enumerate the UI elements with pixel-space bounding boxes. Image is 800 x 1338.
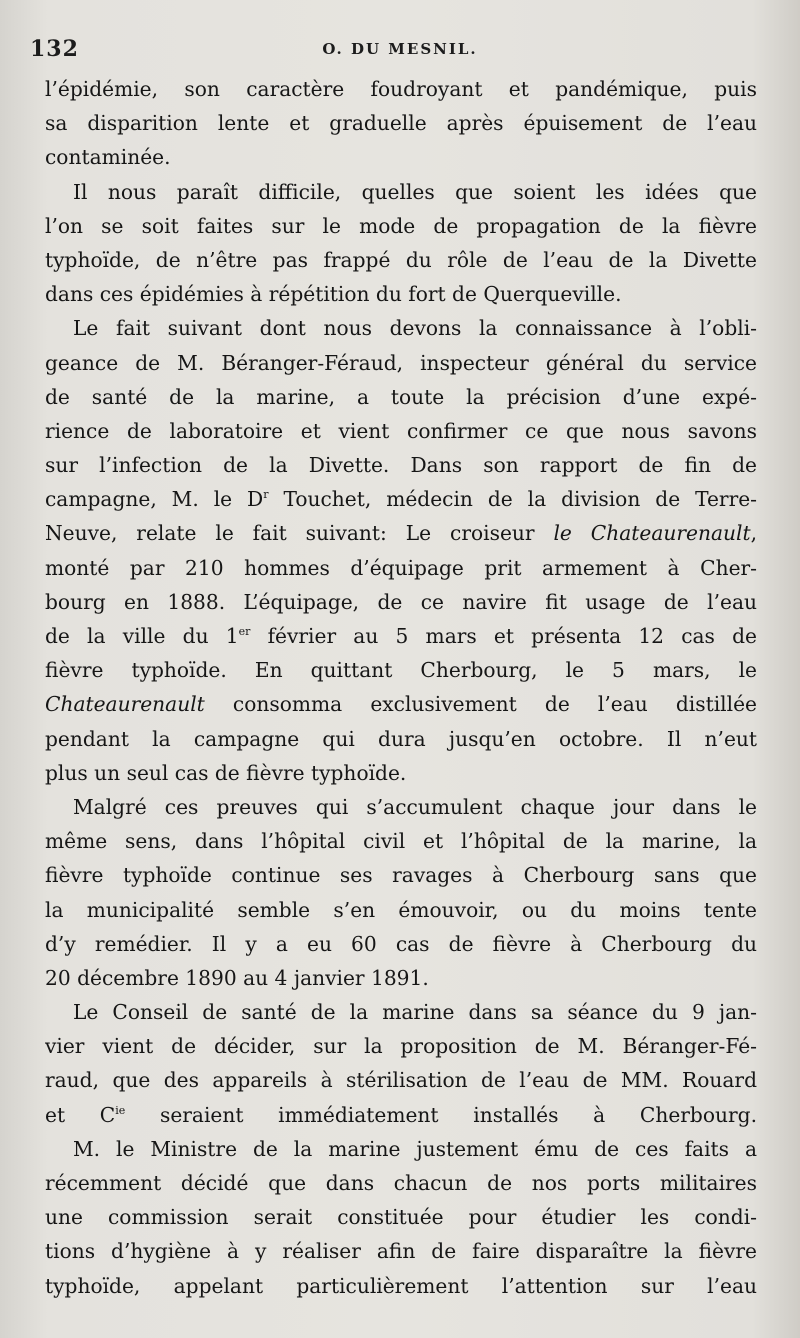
text-line: contaminée.	[45, 145, 171, 170]
superscript: r	[263, 488, 269, 502]
paragraph	[45, 790, 757, 995]
text-line: sa disparition lente et graduelle après épuisement de l’eau	[45, 111, 757, 136]
text-line: une commission serait constituée pour étudier les condi-	[45, 1205, 757, 1230]
text-line: tions d’hygiène à y réaliser afin de faire disparaître la fièvre	[45, 1239, 757, 1264]
text-fragment: de la ville du 1	[45, 624, 239, 648]
text-fragment: ,	[750, 521, 757, 546]
text-line: récemment décidé que dans chacun de nos ports militaires	[45, 1171, 757, 1195]
text-line: pendant la campagne qui dura jusqu’en octobre. Il n’eut	[45, 726, 757, 751]
running-head: O. DU MESNIL.	[322, 40, 478, 58]
text-fragment: Neuve, relate le fait suivant: Le croiseur	[45, 521, 554, 546]
page-header	[30, 36, 770, 66]
text-line: Malgré ces preuves qui s’accumulent chaque jour dans le	[73, 794, 757, 819]
text-fragment: Touchet, médecin de la division de Terre-	[268, 487, 757, 512]
text-line: d’y remédier. Il y a eu 60 cas de fièvre à Cherbourg du	[45, 931, 757, 956]
text-fragment: seraient immédiatement installés à Cherbourg.	[159, 1102, 757, 1127]
text-line: typhoïde, appelant particulièrement l’attention sur l’eau	[45, 1273, 757, 1298]
text-fragment: consomma exclusivement de l’eau distillée	[204, 692, 757, 717]
text-line: l’épidémie, son caractère foudroyant et pandémique, puis	[45, 77, 757, 101]
text-line: la municipalité semble s’en émouvoir, ou du moins tente	[45, 897, 757, 922]
text-line: rience de laboratoire et vient confirmer ce que nous savons	[45, 418, 757, 443]
text-line: plus un seul cas de fièvre typhoïde.	[45, 760, 407, 785]
superscript: ie	[115, 1103, 126, 1117]
text-line: raud, que des appareils à stérilisation de l’eau de MM. Rouard	[45, 1068, 757, 1093]
text-line	[45, 687, 757, 721]
text-line: 20 décembre 1890 au 4 janvier 1891.	[45, 965, 429, 990]
superscript: er	[238, 625, 251, 638]
ship-name: Chateaurenault	[45, 692, 205, 717]
text-fragment: campagne, M. le D	[45, 487, 264, 512]
text-line	[45, 516, 757, 550]
text-line	[45, 482, 757, 516]
text-line: Il nous paraît difficile, quelles que soient les idées que	[73, 179, 757, 204]
text-line: monté par 210 hommes d’équipage prit armement à Cher-	[45, 555, 757, 580]
text-line: M. le Ministre de la marine justement ému de ces faits a	[73, 1136, 757, 1161]
text-line	[45, 619, 757, 653]
paragraph	[45, 311, 757, 790]
page-number: 132	[30, 36, 79, 62]
text-line: typhoïde, de n’être pas frappé du rôle de l’eau de la Divette	[45, 247, 757, 272]
text-line	[45, 1098, 757, 1132]
text-fragment: février au 5 mars et présenta 12 cas de	[250, 624, 757, 648]
text-line: dans ces épidémies à répétition du fort de Querqueville.	[45, 282, 622, 307]
text-line: sur l’infection de la Divette. Dans son rapport de fin de	[45, 453, 757, 478]
text-line: geance de M. Béranger-Féraud, inspecteur général du service	[45, 350, 757, 375]
ship-name: le Chateaurenault	[553, 521, 751, 546]
text-line: Le fait suivant dont nous devons la connaissance à l’obli-	[73, 316, 757, 341]
text-line: Le Conseil de santé de la marine dans sa séance du 9 jan-	[73, 1000, 757, 1025]
paragraph	[45, 1132, 757, 1303]
text-fragment: et C	[45, 1102, 116, 1127]
text-line: bourg en 1888. L’équipage, de ce navire fit usage de l’eau	[45, 589, 757, 614]
paragraph	[45, 995, 757, 1132]
body-text	[45, 72, 757, 1303]
paragraph	[45, 175, 757, 312]
text-line: fièvre typhoïde. En quittant Cherbourg, le 5 mars, le	[45, 658, 757, 683]
paragraph	[45, 72, 757, 175]
text-line: même sens, dans l’hôpital civil et l’hôpital de la marine, la	[45, 829, 757, 854]
text-line: l’on se soit faites sur le mode de propagation de la fièvre	[45, 213, 757, 238]
text-line: fièvre typhoïde continue ses ravages à Cherbourg sans que	[45, 863, 757, 888]
text-line: de santé de la marine, a toute la précision d’une expé-	[45, 384, 757, 409]
text-line: vier vient de décider, sur la proposition de M. Béranger-Fé-	[45, 1034, 757, 1059]
